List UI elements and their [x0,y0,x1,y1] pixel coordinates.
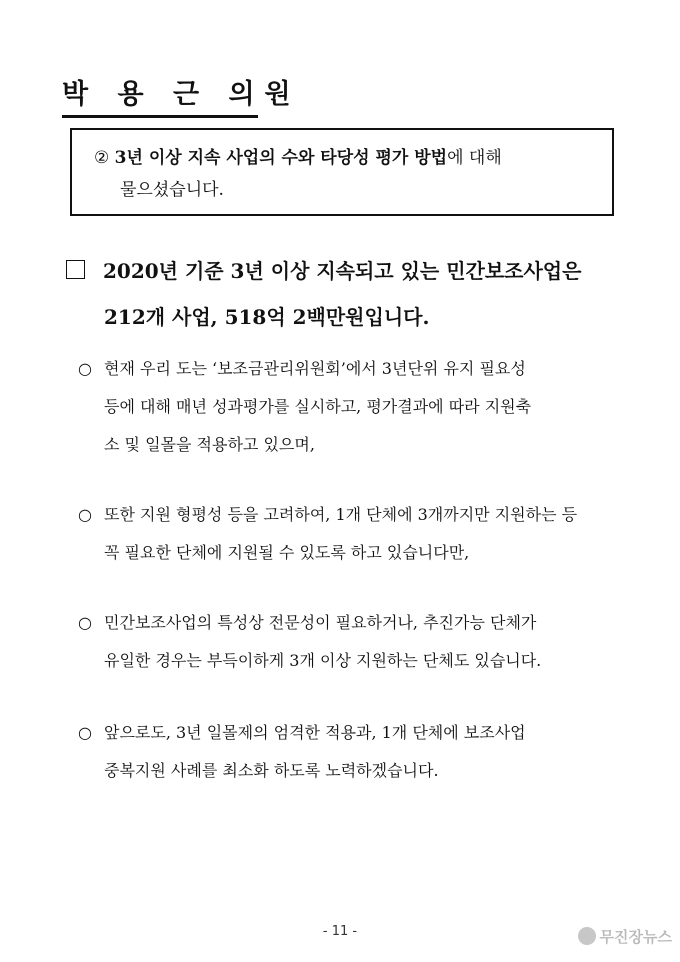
list-item-line: 또한 지원 형평성 등을 고려하여, 1개 단체에 3개까지만 지원하는 등 [104,505,578,524]
list-item-line: 소 및 일몰을 적용하고 있으며, [104,435,315,454]
list-item [78,604,618,680]
list-item-line: 중복지원 사례를 최소화 하도록 노력하겠습니다. [104,761,439,780]
answer-summary-line-1 [66,248,622,294]
page-title: 박 용 근 의원 [62,72,258,118]
bullet-icon: ○ [78,505,92,524]
bullet-icon: ○ [78,723,92,742]
bullet-icon: ○ [78,613,92,632]
list-item-line: 현재 우리 도는 ‘보조금관리위원회’에서 3년단위 유지 필요성 [104,359,526,378]
list-item [78,714,618,790]
list-item [78,350,618,464]
list-item-line: 꼭 필요한 단체에 지원될 수 있도록 하고 있습니다만, [104,543,470,562]
watermark-logo-icon [578,927,596,945]
page-number: - 11 - [322,924,358,939]
list-item-line: 민간보조사업의 특성상 전문성이 필요하거나, 추진가능 단체가 [104,613,537,632]
question-box [70,128,614,216]
question-text: 에 대해 [447,148,502,168]
watermark-text: 무진장뉴스 [599,928,672,946]
list-item-line: 앞으로도, 3년 일몰제의 엄격한 적용과, 1개 단체에 보조사업 [104,723,526,742]
question-line-1 [94,142,612,174]
answer-summary-line-2: 212개 사업, 518억 2백만원입니다. [104,305,430,329]
question-number: ② [94,148,110,168]
answer-summary-text-1: 2020년 기준 3년 이상 지속되고 있는 민간보조사업은 [103,259,582,283]
question-bold-text: 3년 이상 지속 사업의 수와 타당성 평가 방법 [114,148,448,168]
answer-summary [66,248,622,340]
bullet-icon: ○ [78,359,92,378]
question-line-2: 물으셨습니다. [120,180,224,200]
watermark [578,926,672,947]
list-item [78,496,618,572]
checkbox-icon [66,260,85,279]
list-item-line: 유일한 경우는 부득이하게 3개 이상 지원하는 단체도 있습니다. [104,651,542,670]
list-item-line: 등에 대해 매년 성과평가를 실시하고, 평가결과에 따라 지원축 [104,397,532,416]
